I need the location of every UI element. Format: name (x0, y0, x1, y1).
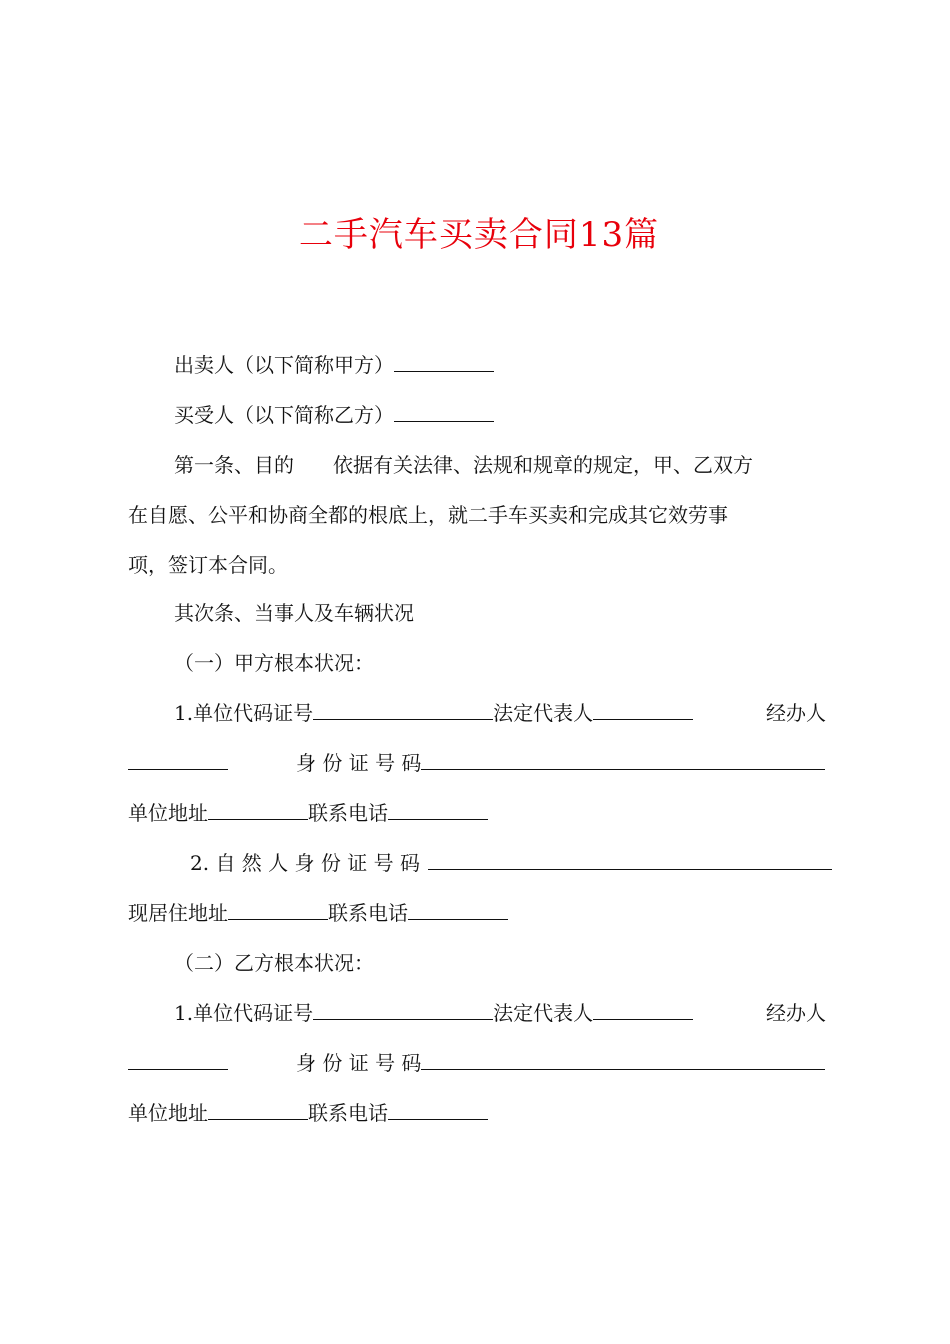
seller-blank[interactable] (394, 351, 494, 372)
legal-rep-label-b: 法定代表人 (493, 1001, 594, 1025)
unit-code-blank-b[interactable] (313, 999, 493, 1020)
id-number-label: 身 份 证 号 码 (296, 751, 422, 775)
item2-prefix: 2. (190, 851, 210, 875)
article2-heading: 其次条、当事人及车辆状况 (174, 601, 414, 625)
unit-code-blank[interactable] (313, 699, 493, 720)
unit-address-blank-b[interactable] (208, 1099, 308, 1120)
natural-person-id-blank[interactable] (428, 849, 832, 870)
agent-label-b: 经办人 (766, 1001, 826, 1025)
id-number-blank[interactable] (421, 749, 825, 770)
agent-label: 经办人 (766, 701, 826, 725)
party-b-heading: （二）乙方根本状况： (174, 951, 374, 975)
phone-blank-b[interactable] (388, 1099, 488, 1120)
unit-address-label-b: 单位地址 (128, 1101, 208, 1125)
unit-address-line (128, 798, 488, 828)
phone-blank-2[interactable] (408, 899, 508, 920)
unit-code-label-b: 单位代码证号 (193, 1001, 314, 1025)
unit-address-blank[interactable] (208, 799, 308, 820)
document-title: 二手汽车买卖合同13篇 (298, 215, 660, 255)
article1-heading: 第一条、目的 (174, 453, 294, 477)
phone-label: 联系电话 (308, 801, 388, 825)
natural-person-id-blank-line (428, 848, 832, 878)
natural-person-line (190, 848, 420, 878)
residence-blank[interactable] (228, 899, 328, 920)
item1-prefix-b: 1. (174, 1001, 194, 1025)
phone-label-2: 联系电话 (328, 901, 408, 925)
article1-text-line3: 项，签订本合同。 (128, 553, 288, 577)
phone-blank[interactable] (388, 799, 488, 820)
seller-line (174, 350, 494, 380)
seller-label: 出卖人（以下简称甲方） (174, 353, 394, 377)
id-number-line (296, 748, 825, 778)
party-a-item1-line (174, 698, 693, 728)
buyer-label: 买受人（以下简称乙方） (174, 403, 394, 427)
article1-text-line2: 在自愿、公平和协商全都的根底上，就二手车买卖和完成其它效劳事 (128, 503, 728, 527)
residence-line (128, 898, 508, 928)
buyer-blank[interactable] (394, 401, 494, 422)
id-number-label-b: 身 份 证 号 码 (296, 1051, 422, 1075)
unit-code-label: 单位代码证号 (193, 701, 314, 725)
id-number-line-b (296, 1048, 825, 1078)
article1-text-line1: 依据有关法律、法规和规章的规定，甲、乙双方 (333, 453, 753, 477)
id-number-blank-b[interactable] (421, 1049, 825, 1070)
unit-address-label: 单位地址 (128, 801, 208, 825)
buyer-line (174, 400, 494, 430)
party-b-item1-line (174, 998, 693, 1028)
agent-blank-line (128, 748, 228, 778)
legal-rep-blank-b[interactable] (593, 999, 693, 1020)
agent-blank[interactable] (128, 749, 228, 770)
natural-person-id-label: 自 然 人 身 份 证 号 码 (215, 851, 420, 875)
legal-rep-label: 法定代表人 (493, 701, 594, 725)
unit-address-line-b (128, 1098, 488, 1128)
party-a-heading: （一）甲方根本状况： (174, 651, 374, 675)
agent-blank-b[interactable] (128, 1049, 228, 1070)
agent-blank-line-b (128, 1048, 228, 1078)
residence-label: 现居住地址 (128, 901, 228, 925)
phone-label-b: 联系电话 (308, 1101, 388, 1125)
legal-rep-blank[interactable] (593, 699, 693, 720)
item1-prefix: 1. (174, 701, 194, 725)
